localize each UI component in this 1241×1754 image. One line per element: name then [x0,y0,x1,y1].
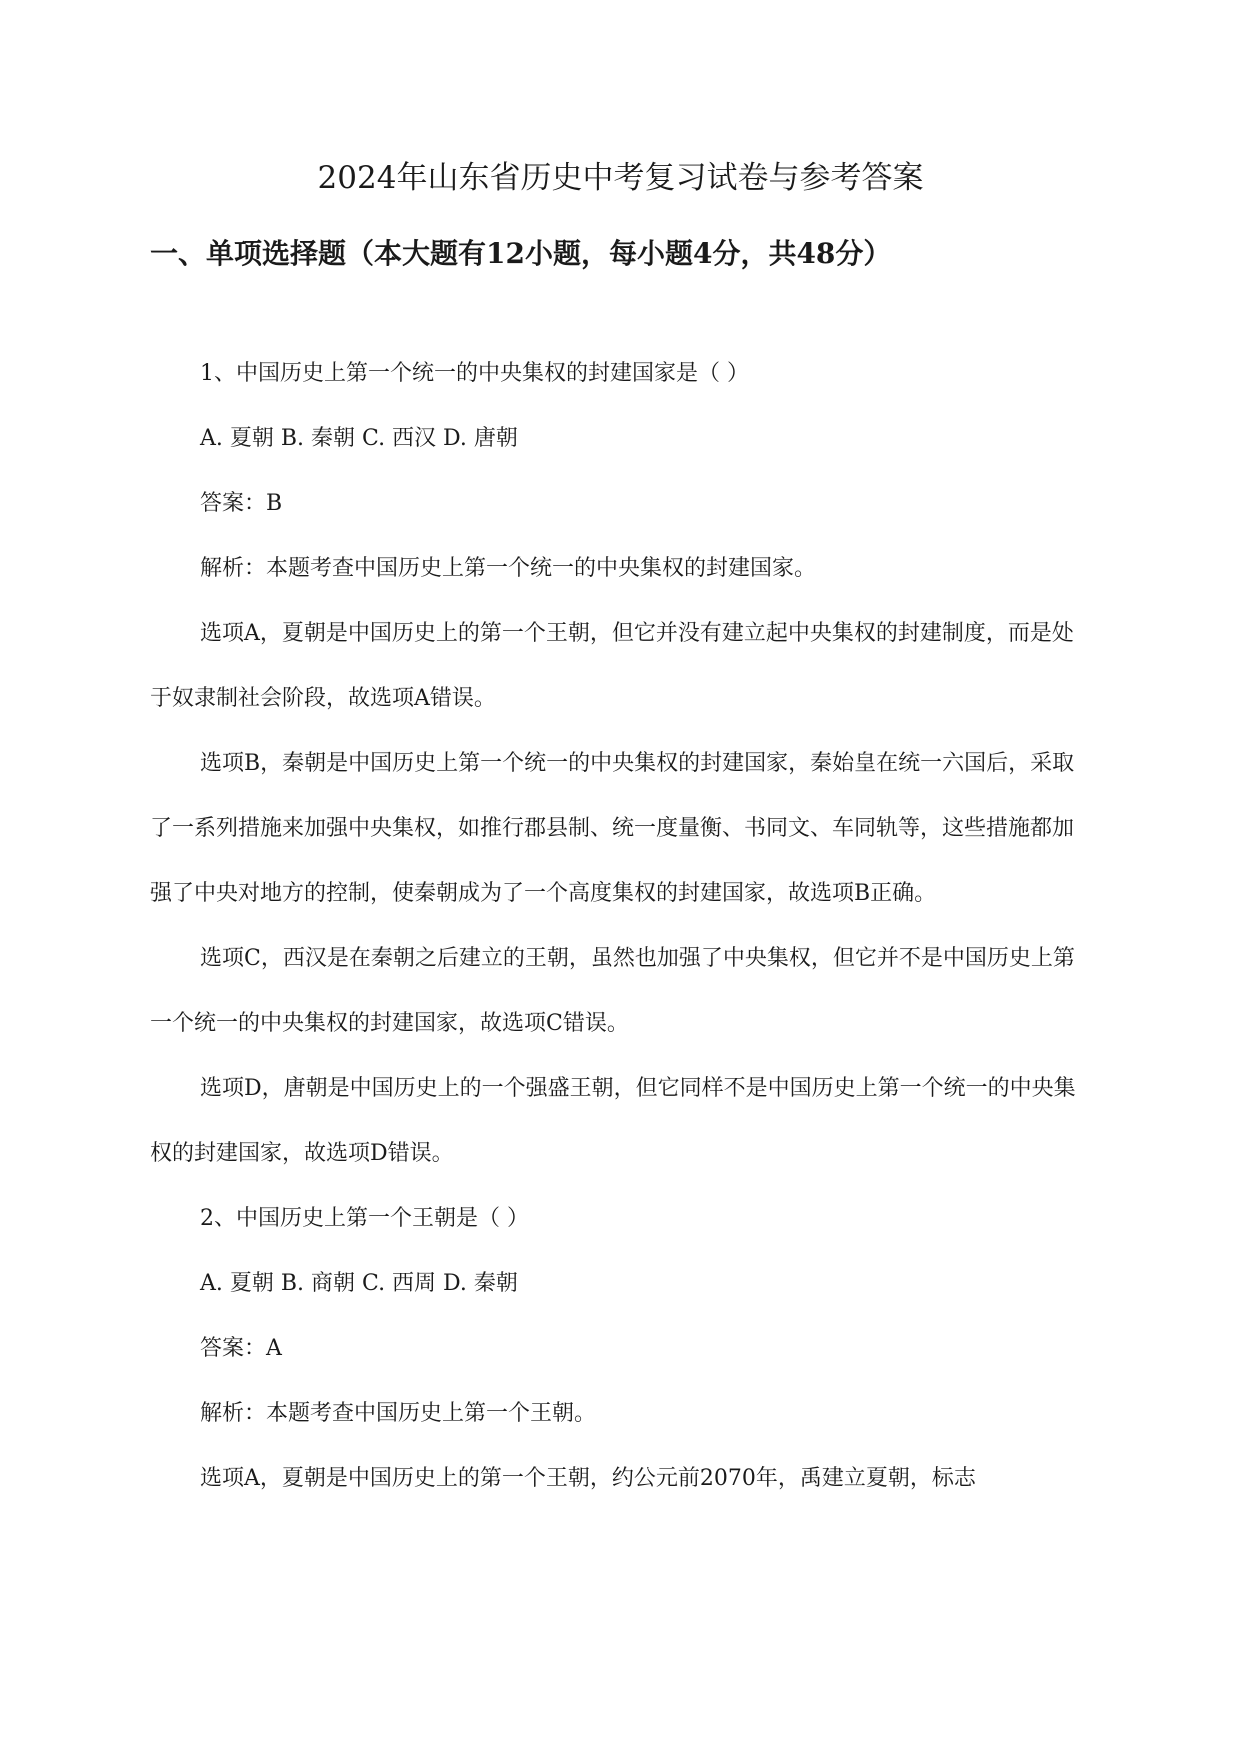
question-1-answer: 答案：B [200,491,283,516]
question-2-answer: 答案：A [200,1336,282,1361]
question-1-stem: 1、中国历史上第一个统一的中央集权的封建国家是（ ） [200,361,749,386]
document-body [150,341,1090,1511]
question-1-analysis: 解析：本题考查中国历史上第一个统一的中央集权的封建国家。 [200,556,817,581]
document-title: 2024年山东省历史中考复习试卷与参考答案 [317,160,924,196]
question-2-options: A. 夏朝 B. 商朝 C. 西周 D. 秦朝 [200,1271,518,1296]
question-1-option-d-explanation: 选项D，唐朝是中国历史上的一个强盛王朝，但它同样不是中国历史上第一个统一的中央集权的封建国家，故选项D错误。 [150,1076,1076,1166]
question-2-stem: 2、中国历史上第一个王朝是（ ） [200,1206,529,1231]
question-2-option-a-explanation: 选项A，夏朝是中国历史上的第一个王朝，约公元前2070年，禹建立夏朝，标志 [200,1466,976,1491]
question-2-analysis: 解析：本题考查中国历史上第一个王朝。 [200,1401,597,1426]
question-1-options: A. 夏朝 B. 秦朝 C. 西汉 D. 唐朝 [200,426,518,451]
question-1-option-b-explanation: 选项B，秦朝是中国历史上第一个统一的中央集权的封建国家，秦始皇在统一六国后，采取了一系列措施来加强中央集权，如推行郡县制、统一度量衡、书同文、车同轨等，这些措施都加强了中央对地方的控制，使秦朝成为了一个高度集权的封建国家，故选项B正确。 [150,751,1075,906]
question-1-option-a-explanation: 选项A，夏朝是中国历史上的第一个王朝，但它并没有建立起中央集权的封建制度，而是处于奴隶制社会阶段，故选项A错误。 [150,621,1074,711]
section-heading: 一、单项选择题（本大题有12小题，每小题4分，共48分） [150,237,892,270]
question-1-option-c-explanation: 选项C，西汉是在秦朝之后建立的王朝，虽然也加强了中央集权，但它并不是中国历史上第一个统一的中央集权的封建国家，故选项C错误。 [150,946,1075,1036]
